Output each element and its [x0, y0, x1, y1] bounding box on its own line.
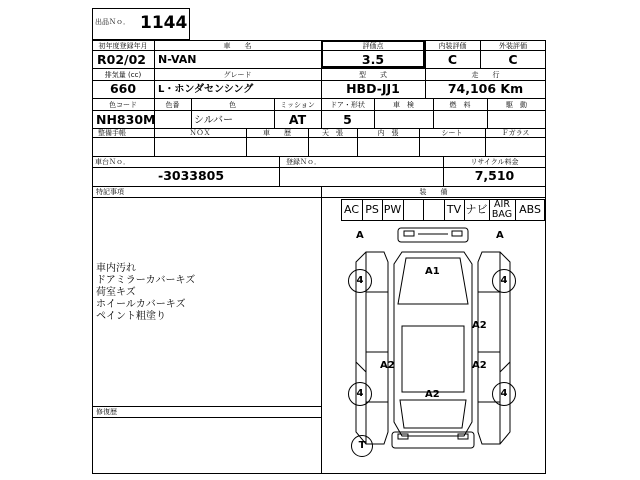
interior-label: 内装評価 [438, 42, 467, 50]
chassis-label: 車台Ｎｏ． [95, 158, 130, 166]
recycle-value: 7,510 [474, 168, 515, 183]
color-value: シルバー [194, 115, 234, 126]
mileage-label: 走 行 [471, 71, 500, 79]
glass-label: Ｆガラス [501, 129, 530, 137]
transmission-label: ミッション [280, 101, 315, 109]
remark-item: ペイント粗塗り [96, 311, 166, 322]
left-rear-damage-mark: A2 [380, 360, 395, 371]
recycle-label: リサイクル料金 [470, 158, 519, 166]
exterior-value: C [508, 52, 518, 67]
roof-damage-mark: A1 [425, 266, 440, 277]
remark-item: 車内汚れ [96, 263, 136, 274]
chassis-value: -3033805 [158, 168, 225, 183]
color-no-label: 色番 [165, 101, 180, 109]
first-reg-label: 初年度登録年月 [98, 42, 148, 50]
spare-tire-mark: T [351, 435, 373, 457]
car-diagram [322, 222, 544, 472]
corner-mark-left: A [356, 230, 364, 241]
interior-value: C [447, 52, 458, 67]
seat-label: シート [441, 129, 463, 137]
first-reg-value: R02/02 [97, 52, 146, 67]
tire-front-right: 4 [492, 269, 516, 293]
equip-abs: ABS [519, 203, 541, 216]
maintenance-label: 整備手帳 [98, 129, 126, 137]
transmission-value: AT [288, 112, 307, 127]
right-front-damage-mark: A2 [472, 320, 487, 331]
equip-ps: PS [365, 203, 379, 216]
lot-number: 1144 [140, 13, 188, 33]
interior-trim-label: 内 張 [377, 129, 399, 137]
model-label: 車 名 [223, 42, 252, 50]
equip-pw: PW [383, 203, 402, 216]
color-code-value: NH830M [96, 112, 156, 127]
type-label: 型 式 [359, 71, 387, 79]
repair-history-label: 修復歴 [96, 408, 117, 416]
color-label: 色 [229, 101, 236, 109]
nox-label: ＮＯＸ [189, 129, 211, 137]
remark-item: ドアミラーカバーキズ [96, 275, 196, 286]
tire-front-left: 4 [348, 269, 372, 293]
score-value: 3.5 [361, 52, 385, 67]
tire-rear-right: 4 [492, 382, 516, 406]
exterior-label: 外装評価 [499, 42, 527, 50]
rear-damage-mark: A2 [425, 389, 440, 400]
special-notes-label: 特記事項 [96, 188, 124, 196]
fuel-label: 燃 料 [449, 101, 471, 109]
equip-ac: AC [343, 203, 359, 216]
grade-value: L・ホンダセンシング [158, 84, 254, 95]
remark-item: 荷室キズ [96, 287, 136, 298]
reg-no-label: 登録Ｎｏ． [286, 158, 321, 166]
remark-item: ホイールカバーキズ [96, 299, 186, 310]
displacement-value: 660 [109, 81, 137, 96]
tire-rear-left: 4 [348, 382, 372, 406]
right-rear-damage-mark: A2 [472, 360, 487, 371]
model-value: N-VAN [158, 53, 197, 66]
equip-airbag: AIR BAG [491, 199, 513, 220]
doors-value: 5 [343, 112, 352, 127]
displacement-label: 排気量 (cc) [104, 71, 142, 79]
lot-number-label: 出品Ｎｏ． [95, 18, 130, 26]
doors-label: ドア・形状 [330, 101, 365, 109]
type-value: HBD-JJ1 [346, 81, 400, 96]
color-code-label: 色コード [109, 101, 137, 109]
corner-mark-right: A [496, 230, 504, 241]
car-history-label: 車 歴 [263, 129, 291, 137]
drive-label: 駆 動 [506, 101, 527, 109]
equip-navi: ナビ [465, 203, 488, 216]
grade-label: グレード [223, 71, 252, 79]
mileage-value: 74,106 Km [447, 81, 524, 96]
inspection-label: 車 検 [393, 101, 414, 109]
equipment-label: 装 備 [419, 188, 448, 196]
equip-tv: TV [446, 203, 462, 216]
score-label: 評価点 [362, 42, 384, 50]
roof-label: 天 張 [322, 129, 343, 137]
